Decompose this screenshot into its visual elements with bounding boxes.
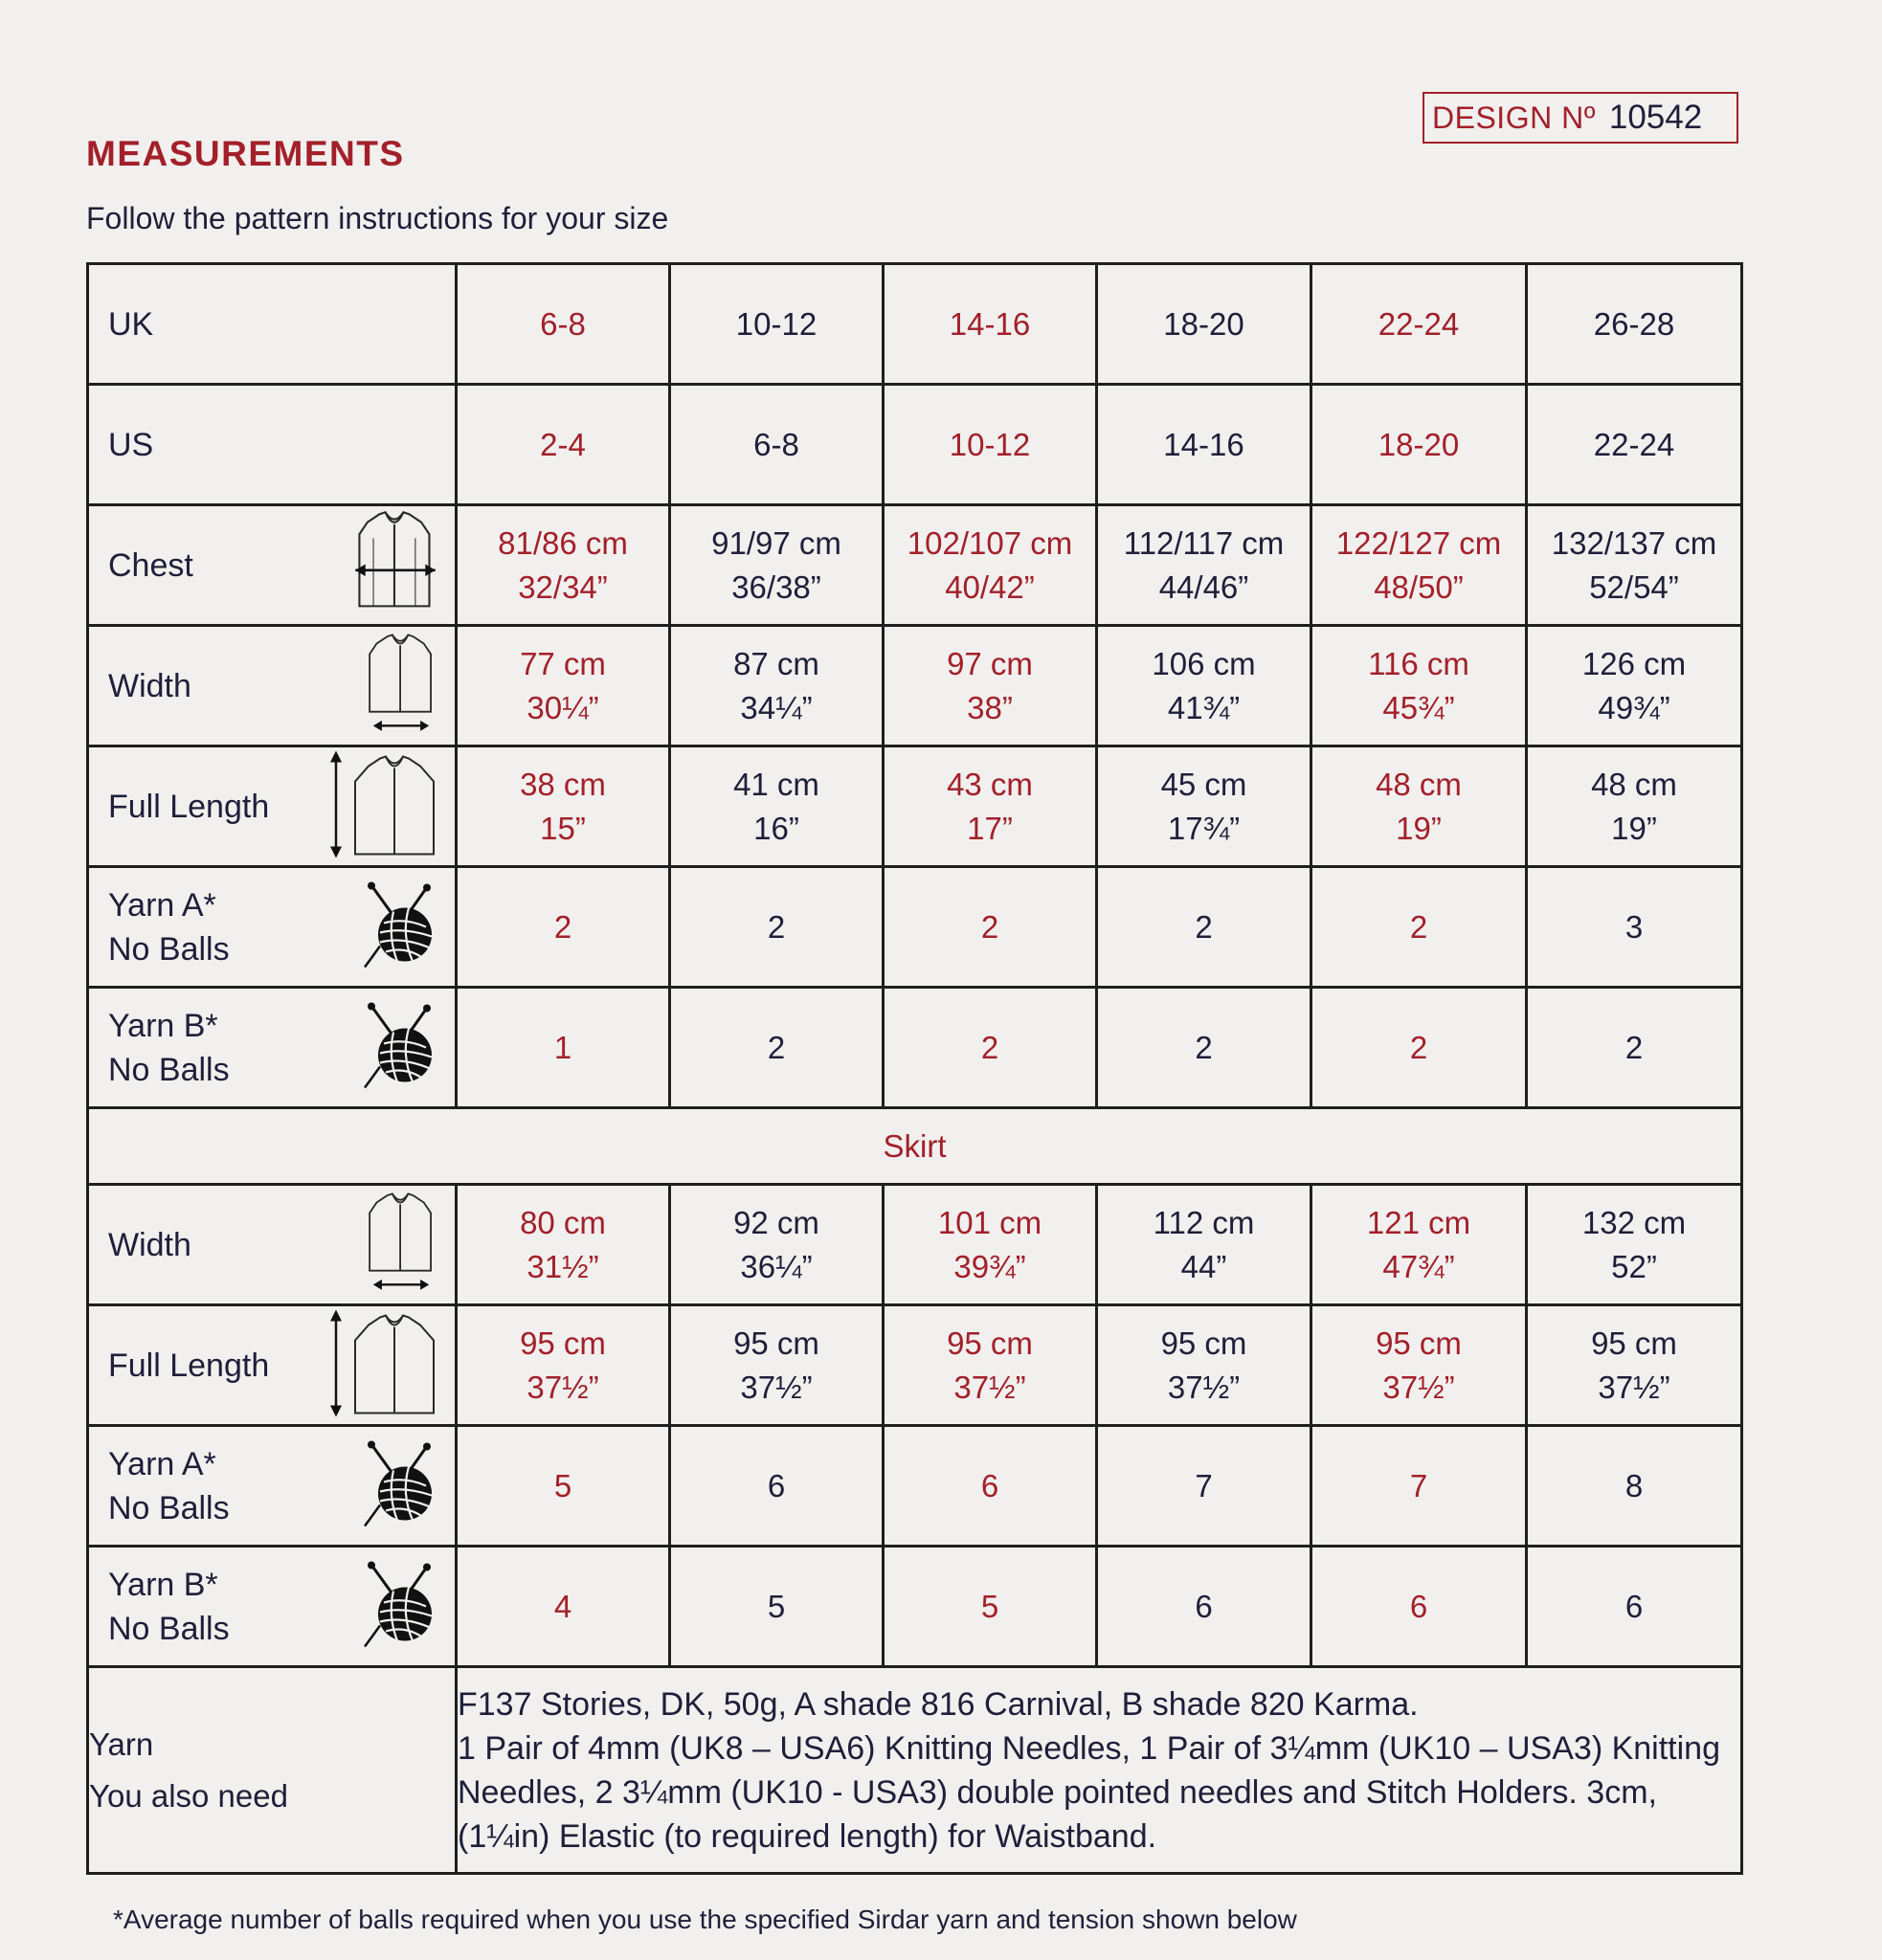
value-cell: 14-16 <box>884 264 1097 385</box>
value-line: 17¾” <box>1167 810 1241 846</box>
value-line: 44/46” <box>1158 568 1249 605</box>
value-line: 41¾” <box>1167 689 1241 725</box>
value-cell <box>670 626 884 746</box>
value-cell <box>1311 626 1527 746</box>
value-line: 106 cm <box>1152 645 1256 681</box>
value-line: 121 cm <box>1366 1204 1471 1240</box>
row-label <box>108 1004 230 1092</box>
value-line: 44” <box>1180 1248 1227 1284</box>
value-line: 17” <box>967 810 1013 846</box>
value-cell <box>457 1185 670 1305</box>
value-cell <box>1097 746 1311 867</box>
value-cell: 5 <box>884 1547 1097 1667</box>
value-cell: 18-20 <box>1311 385 1527 505</box>
value-cell <box>1311 746 1527 867</box>
row-label-line: No Balls <box>108 1051 230 1088</box>
value-line: 112 cm <box>1153 1204 1255 1240</box>
table-row <box>88 385 1742 505</box>
yarn-ball-icon <box>359 999 441 1096</box>
length-garment-icon <box>326 1305 441 1425</box>
value-cell: 10-12 <box>884 385 1097 505</box>
value-line: 43 cm <box>947 766 1033 802</box>
value-line: 95 cm <box>1591 1325 1677 1361</box>
value-cell: 6 <box>1311 1547 1527 1667</box>
row-label-cell <box>88 505 457 626</box>
value-cell <box>1311 505 1527 626</box>
row-label-line: Yarn B* <box>108 1007 218 1044</box>
value-line: 95 cm <box>520 1325 606 1361</box>
value-line: 37½” <box>527 1369 599 1405</box>
table-row <box>88 264 1742 385</box>
value-line: 91/97 cm <box>711 524 841 561</box>
you-also-need-label: You also need <box>89 1777 288 1814</box>
row-label-cell <box>88 1547 457 1667</box>
skirt-heading: Skirt <box>88 1108 1742 1185</box>
value-cell <box>457 505 670 626</box>
value-cell <box>457 626 670 746</box>
value-line: 48 cm <box>1376 766 1462 802</box>
measurements-table <box>86 262 1743 1875</box>
value-line: 95 cm <box>1160 1325 1247 1361</box>
value-line: 87 cm <box>733 645 819 681</box>
value-cell: 26-28 <box>1527 264 1742 385</box>
value-cell <box>1311 1305 1527 1426</box>
table-row <box>88 1547 1742 1667</box>
width-garment-icon <box>361 1186 441 1303</box>
value-line: 38” <box>967 689 1013 725</box>
value-line: 80 cm <box>520 1204 606 1240</box>
value-cell: 18-20 <box>1097 264 1311 385</box>
value-line: 16” <box>753 810 799 846</box>
value-cell: 2 <box>1311 867 1527 988</box>
value-cell <box>1527 626 1742 746</box>
value-cell <box>1311 1185 1527 1305</box>
table-row <box>88 1426 1742 1547</box>
value-cell: 7 <box>1097 1426 1311 1547</box>
value-line: 37½” <box>1382 1369 1455 1405</box>
chest-garment-icon <box>349 506 441 624</box>
row-label-cell <box>88 1426 457 1547</box>
value-line: 81/86 cm <box>498 524 628 561</box>
row-label-cell <box>88 1305 457 1426</box>
value-line: 95 cm <box>947 1325 1033 1361</box>
value-cell: 5 <box>670 1547 884 1667</box>
value-line: 36/38” <box>731 568 821 605</box>
yarn-info-text <box>457 1667 1742 1874</box>
table-row <box>88 746 1742 867</box>
value-line: 32/34” <box>518 568 608 605</box>
value-cell: 8 <box>1527 1426 1742 1547</box>
page-title: MEASUREMENTS <box>86 134 405 173</box>
value-line: 92 cm <box>733 1204 819 1240</box>
row-label: Full Length <box>108 1347 270 1384</box>
value-cell: 22-24 <box>1527 385 1742 505</box>
value-line: 112/117 cm <box>1123 524 1285 561</box>
skirt-heading-row <box>88 1108 1742 1185</box>
footnote: *Average number of balls required when you use the specified Sirdar yarn and tension shown below <box>113 1904 1297 1934</box>
row-label <box>108 883 230 971</box>
value-line: 37½” <box>1167 1369 1241 1405</box>
value-cell <box>457 746 670 867</box>
value-cell <box>670 1185 884 1305</box>
value-line: 38 cm <box>520 766 606 802</box>
table-row <box>88 988 1742 1108</box>
value-line: 49¾” <box>1598 689 1670 725</box>
value-cell <box>1527 746 1742 867</box>
row-label-cell <box>88 626 457 746</box>
table-row <box>88 626 1742 746</box>
value-cell: 10-12 <box>670 264 884 385</box>
row-label-line: No Balls <box>108 1489 230 1526</box>
value-cell: 5 <box>457 1426 670 1547</box>
row-label-cell <box>88 264 457 385</box>
yarn-ball-icon <box>359 1558 441 1655</box>
value-line: 48 cm <box>1591 766 1677 802</box>
value-cell <box>884 1305 1097 1426</box>
value-cell <box>1527 505 1742 626</box>
value-line: 95 cm <box>1376 1325 1462 1361</box>
row-label: Full Length <box>108 788 270 825</box>
value-cell: 2 <box>884 988 1097 1108</box>
value-cell: 6 <box>1097 1547 1311 1667</box>
table-row <box>88 1305 1742 1426</box>
value-line: 132 cm <box>1581 1204 1687 1240</box>
value-line: 52/54” <box>1589 568 1679 605</box>
value-cell <box>884 1185 1097 1305</box>
value-line: 34¼” <box>740 689 813 725</box>
row-label-line: No Balls <box>108 930 230 968</box>
value-line: 132/137 cm <box>1551 524 1717 561</box>
row-label-cell <box>88 385 457 505</box>
value-cell <box>670 505 884 626</box>
value-line: 37½” <box>1598 1369 1670 1405</box>
design-label: DESIGN Nº <box>1432 100 1596 135</box>
width-garment-icon <box>361 627 441 745</box>
value-cell: 2 <box>457 867 670 988</box>
value-cell: 14-16 <box>1097 385 1311 505</box>
value-line: 116 cm <box>1368 645 1469 681</box>
value-cell: 7 <box>1311 1426 1527 1547</box>
value-cell: 3 <box>1527 867 1742 988</box>
row-label-cell <box>88 746 457 867</box>
row-label: UK <box>108 305 154 343</box>
value-line: 47¾” <box>1382 1248 1455 1284</box>
value-cell <box>1097 505 1311 626</box>
row-label-line: Yarn A* <box>108 886 216 924</box>
value-line: 122/127 cm <box>1335 524 1502 561</box>
value-line: 102/107 cm <box>907 524 1073 561</box>
row-label <box>108 1442 230 1530</box>
value-cell <box>1527 1305 1742 1426</box>
row-label-line: Yarn A* <box>108 1445 216 1482</box>
row-label-line: Yarn B* <box>108 1566 218 1603</box>
value-cell: 6 <box>1527 1547 1742 1667</box>
table-row <box>88 867 1742 988</box>
yarn-info-row <box>88 1667 1742 1874</box>
value-cell <box>1097 626 1311 746</box>
value-line: 95 cm <box>733 1325 819 1361</box>
value-cell: 2-4 <box>457 385 670 505</box>
value-cell: 2 <box>1527 988 1742 1108</box>
value-cell: 6-8 <box>457 264 670 385</box>
value-line: 45¾” <box>1382 689 1455 725</box>
row-label-line: No Balls <box>108 1610 230 1647</box>
value-line: 52” <box>1611 1248 1657 1284</box>
row-label-cell <box>88 988 457 1108</box>
row-label: Width <box>108 667 191 704</box>
yarn-ball-icon <box>359 879 441 975</box>
value-line: 15” <box>540 810 586 846</box>
value-line: 48/50” <box>1374 568 1464 605</box>
value-line: 41 cm <box>733 766 819 802</box>
value-line: 39¾” <box>953 1248 1026 1284</box>
yarn-description: F137 Stories, DK, 50g, A shade 816 Carnival, B shade 820 Karma. <box>458 1685 1419 1723</box>
value-cell: 6 <box>670 1426 884 1547</box>
value-line: 40/42” <box>945 568 1035 605</box>
row-label: Width <box>108 1226 191 1263</box>
length-garment-icon <box>326 746 441 866</box>
value-line: 19” <box>1396 810 1442 846</box>
value-cell: 22-24 <box>1311 264 1527 385</box>
value-cell: 2 <box>1097 988 1311 1108</box>
value-line: 37½” <box>740 1369 813 1405</box>
row-label: US <box>108 426 154 463</box>
value-cell: 6-8 <box>670 385 884 505</box>
value-line: 77 cm <box>520 645 606 681</box>
value-cell <box>457 1305 670 1426</box>
value-cell <box>884 746 1097 867</box>
value-cell <box>670 1305 884 1426</box>
table-row <box>88 1185 1742 1305</box>
value-cell <box>884 505 1097 626</box>
value-cell: 6 <box>884 1426 1097 1547</box>
value-cell: 2 <box>1311 988 1527 1108</box>
value-cell <box>1097 1305 1311 1426</box>
design-number: 10542 <box>1608 99 1703 136</box>
value-cell <box>670 746 884 867</box>
value-cell: 2 <box>1097 867 1311 988</box>
yarn-info-labels <box>88 1667 457 1874</box>
value-cell <box>1097 1185 1311 1305</box>
value-cell: 2 <box>884 867 1097 988</box>
value-line: 101 cm <box>937 1204 1042 1240</box>
value-cell: 2 <box>670 988 884 1108</box>
value-cell <box>1527 1185 1742 1305</box>
value-cell <box>884 626 1097 746</box>
yarn-label: Yarn <box>89 1726 154 1762</box>
value-line: 45 cm <box>1160 766 1247 802</box>
value-line: 30¼” <box>527 689 599 725</box>
value-line: 126 cm <box>1581 645 1687 681</box>
row-label-cell <box>88 1185 457 1305</box>
materials-description: 1 Pair of 4mm (UK8 – USA6) Knitting Needles, 1 Pair of 3¼mm (UK10 – USA3) Knitting Needles, 2 3¼mm (UK10 - USA3) double pointed needles and Stitch Holders. 3cm, (1¼in) Elastic (to required length) for Waistband. <box>458 1729 1720 1855</box>
table-row <box>88 505 1742 626</box>
value-cell: 1 <box>457 988 670 1108</box>
value-cell: 2 <box>670 867 884 988</box>
value-line: 97 cm <box>947 645 1033 681</box>
value-line: 37½” <box>953 1369 1026 1405</box>
row-label <box>108 1563 230 1651</box>
design-number-box <box>1423 92 1738 144</box>
value-cell: 4 <box>457 1547 670 1667</box>
value-line: 19” <box>1611 810 1657 846</box>
value-line: 36¼” <box>740 1248 813 1284</box>
value-line: 31½” <box>527 1248 599 1284</box>
page-subtitle: Follow the pattern instructions for your size <box>86 201 669 235</box>
row-label: Chest <box>108 546 193 584</box>
row-label-cell <box>88 867 457 988</box>
yarn-ball-icon <box>359 1437 441 1534</box>
